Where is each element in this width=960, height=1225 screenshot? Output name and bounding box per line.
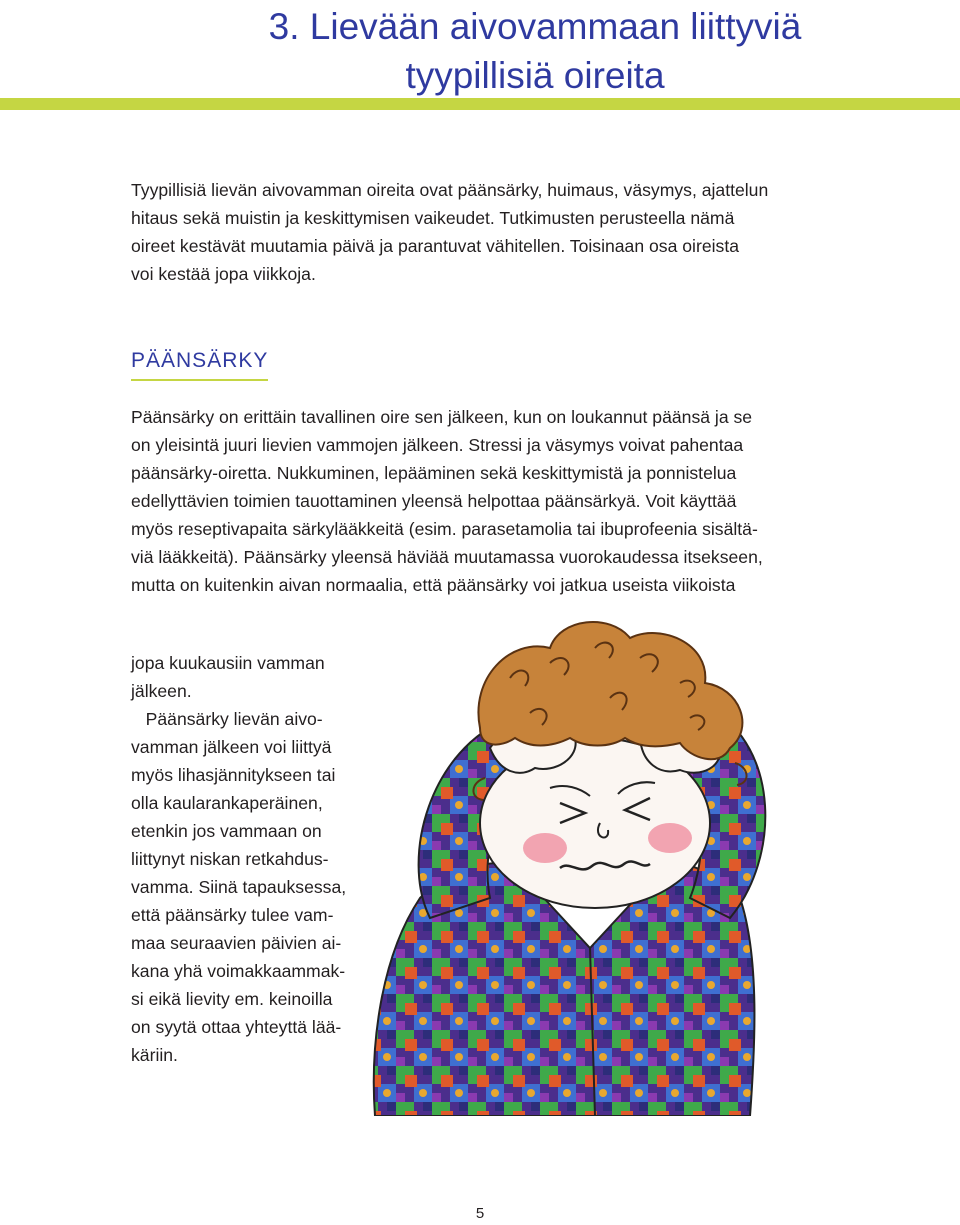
page-number: 5 xyxy=(475,1205,485,1222)
text-line: jopa kuukausiin vamman xyxy=(131,653,325,673)
text-line: liittynyt niskan retkahdus- xyxy=(131,849,329,869)
text-line: edellyttävien toimien tauottaminen yleensä helpottaa päänsärkyä. Voit käyttää xyxy=(131,491,737,511)
intro-paragraph xyxy=(131,176,851,288)
text-line: jälkeen. xyxy=(131,681,192,701)
text-line: vamman jälkeen voi liittyä xyxy=(131,737,332,757)
text-line: on yleisintä juuri lievien vammojen jälkeen. Stressi ja väsymys voivat pahentaa xyxy=(131,435,744,455)
section-paragraph xyxy=(131,403,851,599)
text-line: si eikä lievity em. keinoilla xyxy=(131,989,333,1009)
page-title-line: 3. Lievään aivovammaan liittyviä xyxy=(268,6,802,47)
text-line: mutta on kuitenkin aivan normaalia, että päänsärky voi jatkua useista viikoista xyxy=(131,575,736,595)
section-heading: PÄÄNSÄRKY xyxy=(131,346,268,381)
title-divider xyxy=(0,98,960,110)
text-line: voi kestää jopa viikkoja. xyxy=(131,264,316,284)
text-line: kana yhä voimakkaammak- xyxy=(131,961,346,981)
text-line: Päänsärky lievän aivo- xyxy=(131,709,323,729)
headache-illustration xyxy=(360,598,960,1116)
text-line: etenkin jos vammaan on xyxy=(131,821,322,841)
section-paragraph-continued xyxy=(131,649,376,1069)
text-line: on syytä ottaa yhteyttä lää- xyxy=(131,1017,342,1037)
text-line: maa seuraavien päivien ai- xyxy=(131,933,342,953)
text-line: päänsärky-oiretta. Nukkuminen, lepääminen sekä keskittymistä ja ponnistelua xyxy=(131,463,737,483)
text-line: olla kaularankaperäinen, xyxy=(131,793,323,813)
text-line: Tyypillisiä lievän aivovamman oireita ovat päänsärky, huimaus, väsymys, ajattelun xyxy=(131,180,769,200)
text-line: käriin. xyxy=(131,1045,178,1065)
text-line: viä lääkkeitä). Päänsärky yleensä häviää muutamassa vuorokaudessa itsekseen, xyxy=(131,547,763,567)
text-line: että päänsärky tulee vam- xyxy=(131,905,334,925)
text-line: myös lihasjännitykseen tai xyxy=(131,765,336,785)
text-line: vamma. Siinä tapauksessa, xyxy=(131,877,347,897)
text-line: oireet kestävät muutamia päivä ja parantuvat vähitellen. Toisinaan osa oireista xyxy=(131,236,739,256)
text-line: hitaus sekä muistin ja keskittymisen vaikeudet. Tutkimusten perusteella nämä xyxy=(131,208,735,228)
page-title xyxy=(150,2,920,100)
page-title-line: tyypillisiä oireita xyxy=(405,55,665,96)
text-line: myös reseptivapaita särkylääkkeitä (esim. parasetamolia tai ibuprofeenia sisältä- xyxy=(131,519,758,539)
text-line: Päänsärky on erittäin tavallinen oire sen jälkeen, kun on loukannut päänsä ja se xyxy=(131,407,753,427)
